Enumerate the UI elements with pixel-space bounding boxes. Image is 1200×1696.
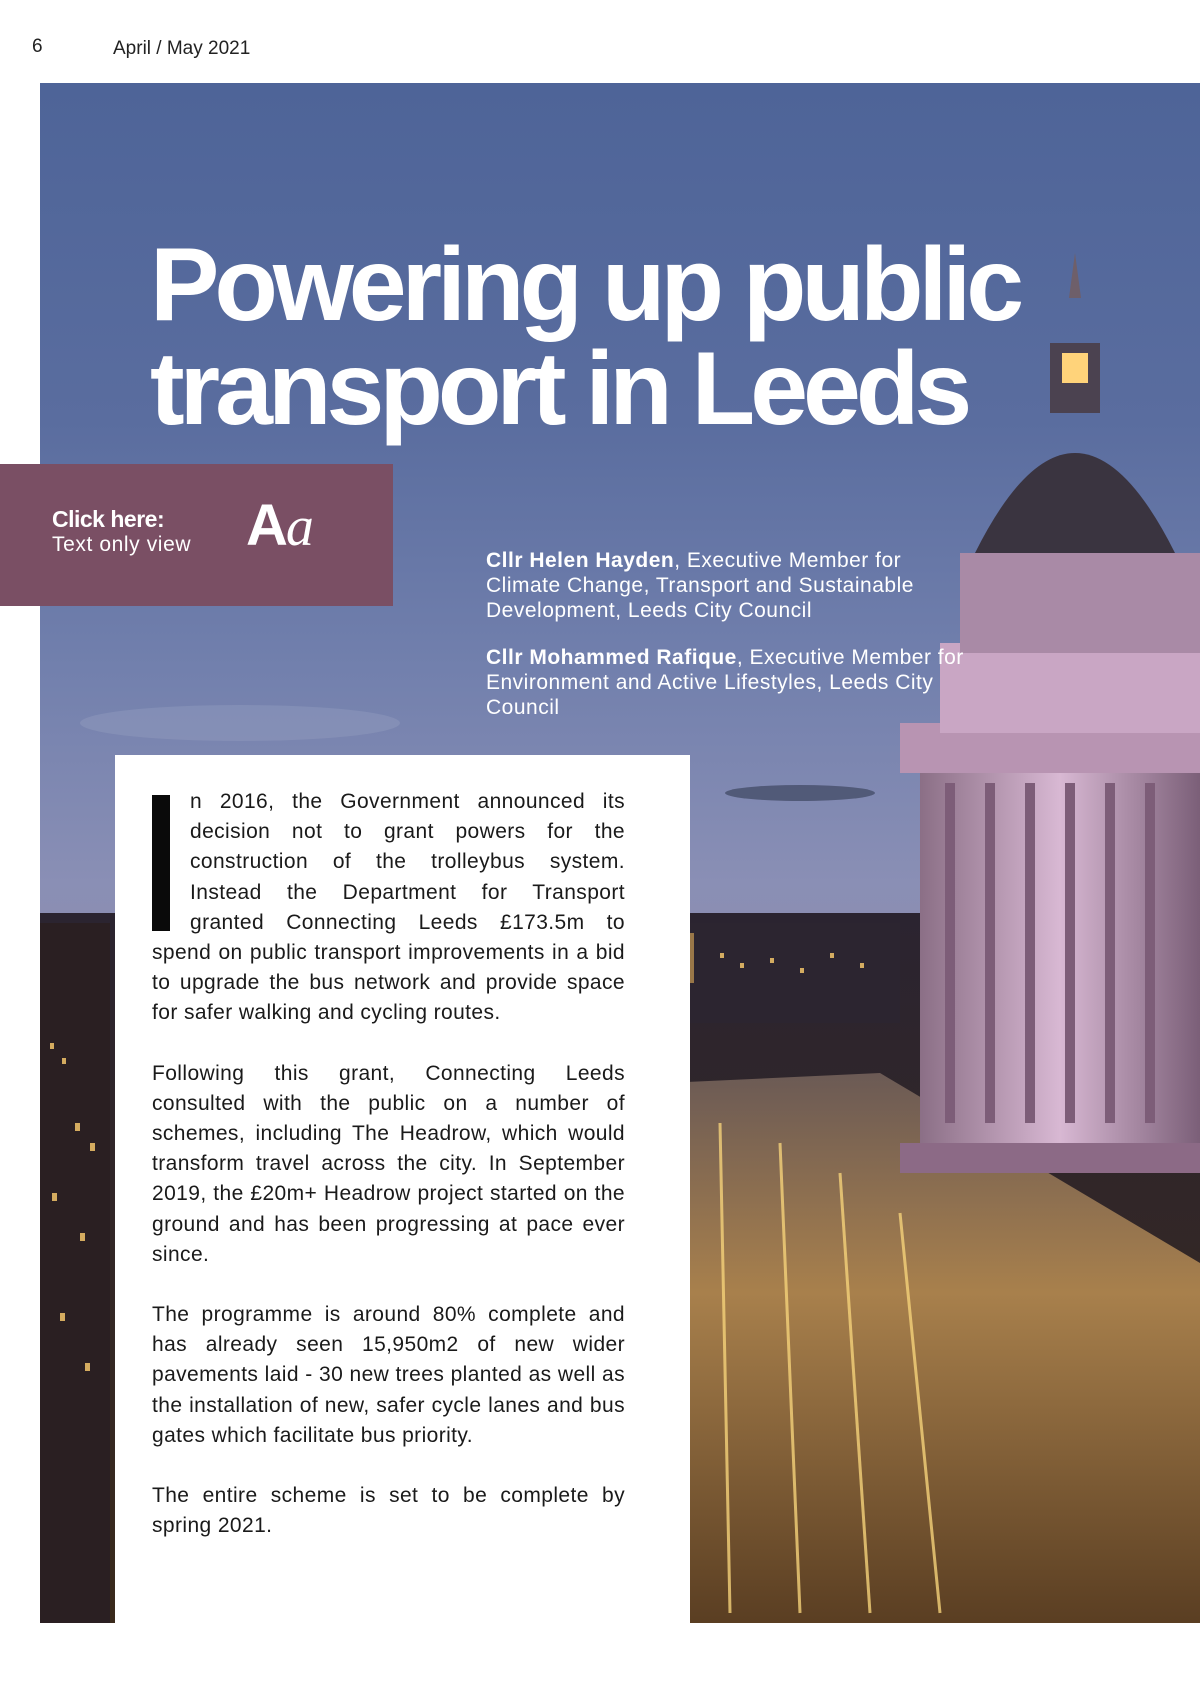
author-1-role: , Executive Member for Climate Change, Transport and Sustainable Development, Leeds City Council bbox=[486, 549, 914, 622]
headline bbox=[150, 227, 1020, 447]
text-only-label bbox=[52, 506, 191, 557]
article-paragraph-3: The programme is around 80% complete and has already seen 15,950m2 of new wider pavements laid - 30 new trees planted as well as the installation of new, safer cycle lanes and bus gates which facilitate bus priority. bbox=[152, 1303, 625, 1447]
page-number: 6 bbox=[32, 36, 43, 57]
article-paragraph-1 bbox=[152, 787, 625, 1029]
issue-date: April / May 2021 bbox=[113, 38, 251, 59]
author-1-name: Cllr Helen Hayden bbox=[486, 549, 675, 572]
author-2 bbox=[486, 645, 966, 720]
author-1 bbox=[486, 548, 966, 623]
text-only-view-button[interactable] bbox=[0, 464, 393, 606]
text-only-title: Click here: bbox=[52, 506, 165, 532]
font-icon-capital: A bbox=[246, 493, 286, 558]
font-icon-italic: a bbox=[285, 496, 312, 558]
author-credits bbox=[486, 548, 966, 742]
drop-cap bbox=[152, 795, 170, 931]
author-2-name: Cllr Mohammed Rafique bbox=[486, 646, 737, 669]
headline-line-1: Powering up public bbox=[150, 227, 1020, 343]
article-paragraph-4: The entire scheme is set to be complete by spring 2021. bbox=[152, 1484, 625, 1538]
article-body bbox=[115, 755, 690, 1623]
article-text bbox=[152, 787, 625, 1571]
text-only-subtitle: Text only view bbox=[52, 533, 192, 556]
paragraph-1-text: n 2016, the Government announced its decision not to grant powers for the construction of the trolleybus system. Instead the Department for Transport granted Connecting Leeds £173.5m to spend on public transport improvements in a bid to upgrade the bus network and provide space for safer walking and cycling routes. bbox=[152, 790, 625, 1025]
headline-line-2: transport in Leeds bbox=[150, 331, 968, 447]
font-size-icon bbox=[246, 492, 312, 559]
article-paragraph-2: Following this grant, Connecting Leeds consulted with the public on a number of schemes, including The Headrow, which would transform travel across the city. In September 2019, the £20m+ Headrow project started on the ground and has been progressing at pace ever since. bbox=[152, 1061, 625, 1266]
author-2-role: , Executive Member for Environment and Active Lifestyles, Leeds City Council bbox=[486, 646, 964, 719]
